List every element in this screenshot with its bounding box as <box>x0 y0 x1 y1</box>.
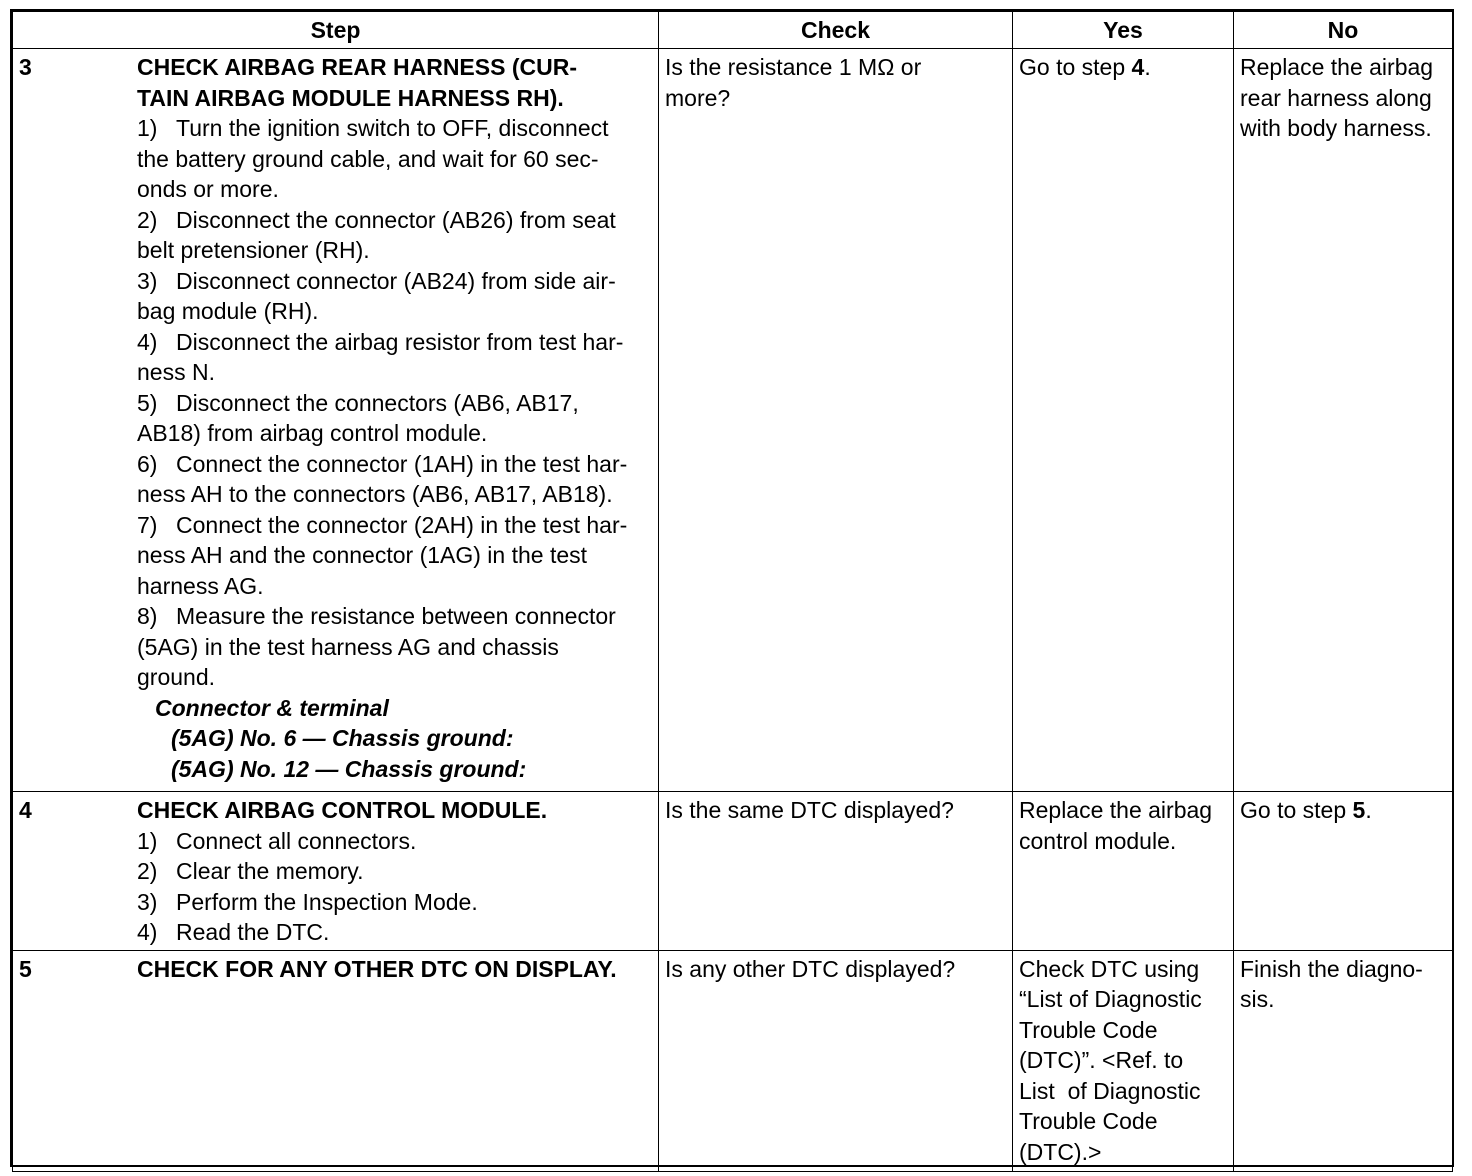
header-no: No <box>1234 12 1453 49</box>
instruction-8: 8) Measure the resistance between connector (5AG) in the test harness AG and chassis ground. <box>137 603 616 690</box>
check-cell: Is any other DTC displayed? <box>659 950 1013 1171</box>
step-cell <box>13 792 659 951</box>
step-number: 4 <box>19 797 32 823</box>
yes-cell: Check DTC using “List of Diagnostic Trouble Code (DTC)”. <Ref. to List of Diagnostic Trouble Code (DTC).> <box>1013 950 1234 1171</box>
instruction-3: 3) Disconnect connector (AB24) from side air- bag module (RH). <box>137 267 616 324</box>
no-cell: Finish the diagno- sis. <box>1234 950 1453 1171</box>
diagnostic-table-frame <box>10 9 1454 1167</box>
instruction-6: 6) Connect the connector (1AH) in the test har- ness AH to the connectors (AB6, AB17, AB18). <box>137 450 628 507</box>
instruction-1: 1) Connect all connectors. <box>137 827 417 854</box>
header-step: Step <box>13 12 659 49</box>
step-title: CHECK FOR ANY OTHER DTC ON DISPLAY. <box>137 955 617 982</box>
no-cell: Go to step 5. <box>1234 792 1453 951</box>
instruction-1: 1) Turn the ignition switch to OFF, disconnect the battery ground cable, and wait for 60 sec- onds or more. <box>137 115 609 202</box>
step-ref: 4 <box>1131 54 1145 80</box>
header-row <box>13 12 1453 49</box>
spec-item: (5AG) No. 12 — Chassis ground: <box>171 755 527 782</box>
instruction-4: 4) Disconnect the airbag resistor from test har- ness N. <box>137 328 624 385</box>
instruction-2: 2) Disconnect the connector (AB26) from seat belt pretensioner (RH). <box>137 206 616 263</box>
step-ref: 5 <box>1352 797 1366 823</box>
check-cell: Is the resistance 1 MΩ or more? <box>659 49 1013 792</box>
spec-item: (5AG) No. 6 — Chassis ground: <box>171 725 514 751</box>
table-row <box>13 950 1453 1171</box>
step-title: CHECK AIRBAG REAR HARNESS (CUR- TAIN AIRBAG MODULE HARNESS RH). <box>137 54 577 111</box>
step-cell <box>13 49 659 792</box>
instruction-4: 4) Read the DTC. <box>137 919 330 945</box>
spec-title: Connector & terminal <box>155 694 389 721</box>
instruction-7: 7) Connect the connector (2AH) in the test har- ness AH and the connector (1AG) in the test harness AG. <box>137 511 628 599</box>
step-number: 3 <box>19 54 32 80</box>
step-title: CHECK AIRBAG CONTROL MODULE. <box>137 797 548 823</box>
yes-cell: Go to step 4. <box>1013 49 1234 792</box>
header-check: Check <box>659 12 1013 49</box>
instruction-3: 3) Perform the Inspection Mode. <box>137 888 478 915</box>
yes-cell: Replace the airbag control module. <box>1013 792 1234 951</box>
table-row <box>13 792 1453 951</box>
instruction-5: 5) Disconnect the connectors (AB6, AB17, AB18) from airbag control module. <box>137 389 579 446</box>
check-cell: Is the same DTC displayed? <box>659 792 1013 951</box>
diagnostic-table <box>12 11 1453 1172</box>
no-cell: Replace the airbag rear harness along with body harness. <box>1234 49 1453 792</box>
instruction-2: 2) Clear the memory. <box>137 858 364 884</box>
header-yes: Yes <box>1013 12 1234 49</box>
table-row <box>13 49 1453 792</box>
step-number: 5 <box>19 955 32 982</box>
step-cell <box>13 950 659 1171</box>
